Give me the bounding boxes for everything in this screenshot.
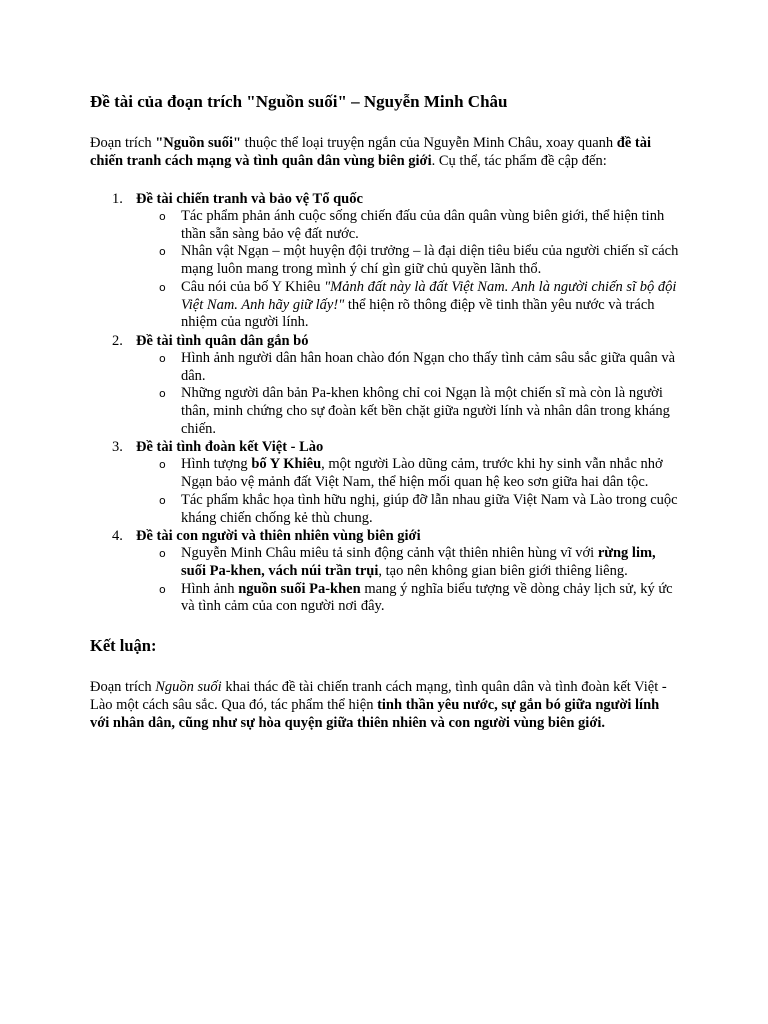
bullet-icon: o xyxy=(159,210,166,223)
point-text: Hình ảnh xyxy=(181,580,239,597)
bullet-icon: o xyxy=(159,245,166,259)
theme-number: 2. xyxy=(112,332,123,349)
point-text: mang ý nghĩa biểu tượng về dòng chảy lịch sử, ký ức và tình cảm của con người nơi đây. xyxy=(181,580,673,615)
point-item xyxy=(90,385,680,438)
theme-title: Đề tài tình quân dân gắn bó xyxy=(136,332,309,349)
point-item xyxy=(90,350,680,385)
theme-title: Đề tài tình đoàn kết Việt - Lào xyxy=(136,439,324,456)
theme-points xyxy=(90,350,680,439)
conclusion-paragraph xyxy=(90,678,680,732)
theme-points xyxy=(90,545,680,616)
bullet-icon: o xyxy=(159,493,166,507)
theme-number: 1. xyxy=(112,191,123,207)
point-text: Hình ảnh người dân hân hoan chào đón Ngạn cho thấy tình cảm sâu sắc giữa quân và dân. xyxy=(181,349,676,384)
point-item xyxy=(90,208,680,243)
theme-number: 4. xyxy=(112,528,123,545)
point-text: Tác phẩm khắc họa tình hữu nghị, giúp đỡ lẫn nhau giữa Việt Nam và Lào trong cuộc kháng chiến chống kẻ thù chung. xyxy=(181,491,678,526)
conclusion-text-2: khai thác đề tài chiến tranh cách mạng, tình quân dân và tình đoàn kết Việt - Lào một cách sâu sắc. Qua đó, tác phẩm thể hiện xyxy=(90,679,667,714)
point-bold: nguồn suối Pa-khen xyxy=(238,580,361,597)
point-text: , tạo nên không gian biên giới thiêng liêng. xyxy=(378,562,628,579)
point-item xyxy=(90,581,680,616)
theme-item xyxy=(90,527,680,616)
point-item xyxy=(90,492,680,527)
point-text: , một người Lào dũng cảm, trước khi hy sinh vẫn nhắc nhở Ngạn bảo vệ mảnh đất Việt Nam, thể hiện mối quan hệ keo sơn giữa hai dân tộc. xyxy=(181,456,663,491)
bullet-icon: o xyxy=(159,458,166,472)
point-text: Nguyễn Minh Châu miêu tả sinh động cảnh vật thiên nhiên hùng vĩ với xyxy=(181,545,598,562)
themes-list xyxy=(90,190,680,616)
conclusion-text-1: Đoạn trích xyxy=(90,679,156,696)
theme-title: Đề tài con người và thiên nhiên vùng biên giới xyxy=(136,528,421,545)
theme-points xyxy=(90,456,680,527)
point-item xyxy=(90,279,680,332)
point-quote: "Mảnh đất này là đất Việt Nam. Anh là người chiến sĩ bộ đội Việt Nam. Anh hãy giữ lấy!" xyxy=(181,278,677,313)
intro-text-1: Đoạn trích xyxy=(90,135,156,151)
point-text: thể hiện rõ thông điệp về tinh thần yêu nước và trách nhiệm của người lính. xyxy=(181,296,655,331)
point-text: Nhân vật Ngạn – một huyện đội trưởng – là đại diện tiêu biểu của người chiến sĩ cách mạng luôn mang trong mình ý chí gìn giữ chủ quyền lãnh thổ. xyxy=(181,243,679,278)
point-text: Hình tượng xyxy=(181,456,252,473)
theme-number: 3. xyxy=(112,439,123,456)
intro-bold-work-title: "Nguồn suối" xyxy=(155,135,242,151)
conclusion-italic-title: Nguồn suối xyxy=(155,679,222,696)
document-title: Đề tài của đoạn trích "Nguồn suối" – Nguyễn Minh Châu xyxy=(90,92,508,111)
bullet-icon: o xyxy=(159,582,166,596)
point-item xyxy=(90,456,680,491)
bullet-icon: o xyxy=(159,547,166,561)
bullet-icon: o xyxy=(159,351,166,365)
intro-bold-theme: đề tài chiến tranh cách mạng và tình quân dân vùng biên giới xyxy=(90,135,651,169)
point-bold: bố Y Khiêu xyxy=(251,456,322,473)
theme-item xyxy=(90,438,680,527)
intro-text-2: thuộc thể loại truyện ngắn của Nguyễn Minh Châu, xoay quanh xyxy=(241,135,617,151)
document-page xyxy=(90,90,680,732)
point-item xyxy=(90,545,680,580)
bullet-icon: o xyxy=(159,280,166,294)
point-text: Tác phẩm phản ánh cuộc sống chiến đấu của dân quân vùng biên giới, thể hiện tinh thần sẵn sàng bảo vệ đất nước. xyxy=(181,208,665,242)
point-item xyxy=(90,243,680,278)
conclusion-heading: Kết luận: xyxy=(90,636,157,656)
theme-item xyxy=(90,332,680,439)
theme-item xyxy=(90,190,680,332)
bullet-icon: o xyxy=(159,387,166,401)
point-bold: rừng lim, suối Pa-khen, vách núi trần trụi xyxy=(181,545,656,579)
intro-text-3: . Cụ thể, tác phẩm đề cập đến: xyxy=(431,153,607,169)
conclusion-bold: tinh thần yêu nước, sự gắn bó giữa người lính với nhân dân, cũng như sự hòa quyện giữa thiên nhiên và con người vùng biên giới. xyxy=(90,697,660,732)
theme-points xyxy=(90,208,680,332)
theme-title: Đề tài chiến tranh và bảo vệ Tổ quốc xyxy=(136,191,363,207)
point-text: Câu nói của bố Y Khiêu xyxy=(181,278,325,295)
intro-paragraph xyxy=(90,134,680,170)
point-text: Những người dân bản Pa-khen không chỉ coi Ngạn là một chiến sĩ mà còn là người thân, minh chứng cho sự đoàn kết bền chặt giữa người lính và nhân dân trong kháng chiến. xyxy=(181,385,670,437)
